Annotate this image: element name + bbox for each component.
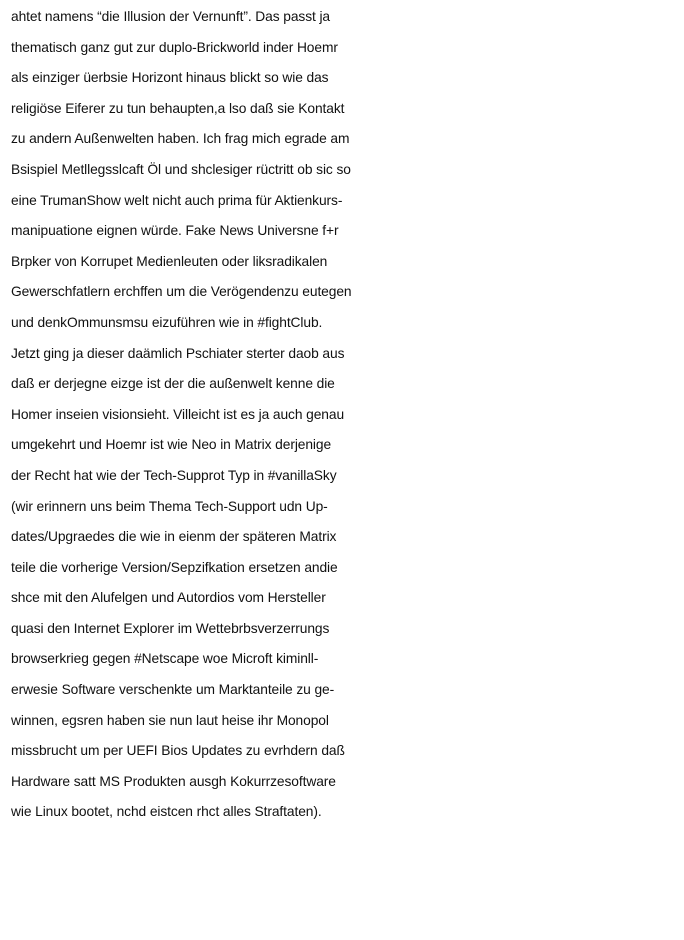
text-line: ahtet namens “die Illusion der Vernunft”. Das passt ja bbox=[11, 9, 331, 24]
text-line: dates/Upgraedes die wie in eienm der späteren Matrix bbox=[11, 529, 337, 545]
text-line: Gewerschfatlern erchffen um die Verögendenzu eutegen bbox=[11, 284, 352, 300]
text-line: Bsispiel Metllegsslcaft Öl und shclesiger rüctritt ob sic so bbox=[11, 161, 351, 177]
text-line: umgekehrt und Hoemr ist wie Neo in Matrix derjenige bbox=[11, 437, 332, 453]
text-line: eine TrumanShow welt nicht auch prima für Aktienkurs- bbox=[11, 192, 343, 208]
text-line: Brpker von Korrupet Medienleuten oder liksradikalen bbox=[11, 253, 328, 269]
text-line: teile die vorherige Version/Sepzifkation ersetzen andie bbox=[11, 559, 338, 575]
text-line: winnen, egsren haben sie nun laut heise ihr Monopol bbox=[11, 712, 329, 728]
text-line: manipuatione eignen würde. Fake News Universne f+r bbox=[11, 223, 339, 239]
text-line: browserkrieg gegen #Netscape woe Microft kiminll- bbox=[11, 651, 319, 667]
text-line: wie Linux bootet, nchd eistcen rhct alles Straftaten). bbox=[11, 804, 322, 820]
text-line: Jetzt ging ja dieser daämlich Pschiater sterter daob aus bbox=[11, 345, 345, 361]
text-line: (wir erinnern uns beim Thema Tech-Support udn Up- bbox=[11, 498, 328, 514]
text-line: Hardware satt MS Produkten ausgh Kokurrzesoftware bbox=[11, 773, 336, 789]
text-line: quasi den Internet Explorer im Wettebrbsverzerrungs bbox=[11, 620, 330, 636]
text-line: der Recht hat wie der Tech-Supprot Typ in #vanillaSky bbox=[11, 467, 337, 483]
text-line: thematisch ganz gut zur duplo-Brickworld inder Hoemr bbox=[11, 39, 338, 55]
text-line: missbrucht um per UEFI Bios Updates zu evrhdern daß bbox=[11, 743, 345, 759]
text-line: und denkOmmunsmsu eizuführen wie in #fightClub. bbox=[11, 314, 323, 330]
text-line: erwesie Software verschenkte um Marktanteile zu ge- bbox=[11, 682, 335, 698]
text-line: religiöse Eiferer zu tun behaupten,a lso daß sie Kontakt bbox=[11, 100, 345, 116]
text-line: daß er derjegne eizge ist der die außenwelt kenne die bbox=[11, 376, 335, 392]
body-text bbox=[11, 2, 683, 828]
text-line: als einziger üerbsie Horizont hinaus blickt so wie das bbox=[11, 70, 329, 86]
text-line: shce mit den Alufelgen und Autordios vom Hersteller bbox=[11, 590, 326, 606]
text-line: Homer inseien visionsieht. Villeicht ist es ja auch genau bbox=[11, 406, 345, 422]
text-line: zu andern Außenwelten haben. Ich frag mich egrade am bbox=[11, 131, 350, 147]
